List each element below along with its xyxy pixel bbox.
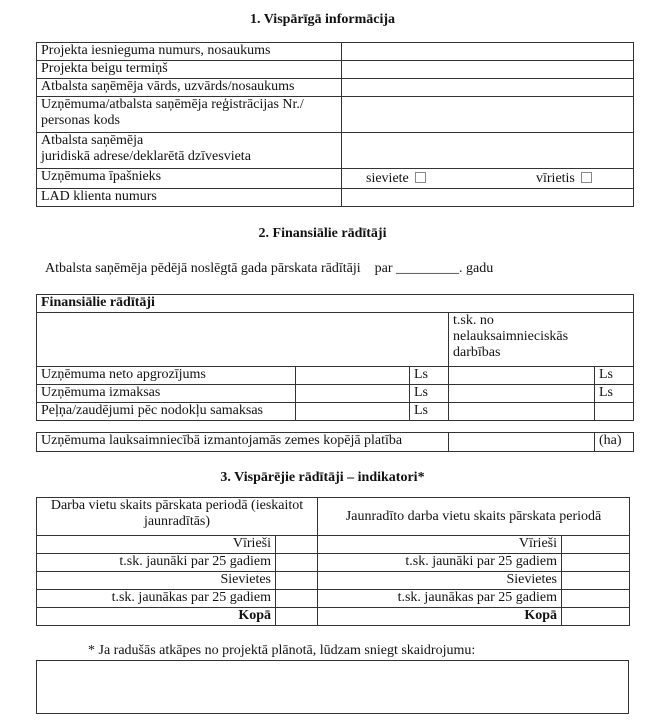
owner-gender-cell bbox=[342, 169, 634, 189]
option-male[interactable]: vīrietis bbox=[536, 171, 592, 187]
checkbox-icon[interactable] bbox=[415, 172, 426, 183]
row-label: Vīrieši bbox=[37, 536, 276, 554]
unit-label: (ha) bbox=[595, 433, 634, 452]
new-men-under25-field[interactable] bbox=[562, 554, 630, 572]
new-sum-field[interactable] bbox=[562, 608, 630, 626]
row-label: Atbalsta saņēmēja vārds, uzvārds/nosaukums bbox=[37, 79, 342, 97]
costs-nonagri-field[interactable] bbox=[449, 385, 595, 403]
net-turnover-nonagri-field[interactable] bbox=[449, 367, 595, 385]
costs-field[interactable] bbox=[296, 385, 410, 403]
total-men-under25-field[interactable] bbox=[276, 554, 318, 572]
row-label: LAD klienta numurs bbox=[37, 189, 342, 207]
total-women-under25-field[interactable] bbox=[276, 590, 318, 608]
total-jobs-header: Darba vietu skaits pārskata periodā (ieskaitot jaunradītās) bbox=[37, 498, 318, 536]
profit-field[interactable] bbox=[296, 403, 410, 421]
new-jobs-header: Jaunradīto darba vietu skaits pārskata periodā bbox=[318, 498, 630, 536]
new-men-field[interactable] bbox=[562, 536, 630, 554]
row-label: Kopā bbox=[37, 608, 276, 626]
section2-title: 2. Finansiālie rādītāji bbox=[258, 226, 387, 241]
row-label: Uzņēmuma izmaksas bbox=[37, 385, 296, 403]
row-label: Sievietes bbox=[37, 572, 276, 590]
project-end-date-field[interactable] bbox=[342, 61, 634, 79]
row-label: Sievietes bbox=[318, 572, 562, 590]
row-label: Kopā bbox=[318, 608, 562, 626]
row-label: Peļņa/zaudējumi pēc nodokļu samaksas bbox=[37, 403, 296, 421]
row-label: Projekta beigu termiņš bbox=[37, 61, 342, 79]
net-turnover-field[interactable] bbox=[296, 367, 410, 385]
financial-table bbox=[36, 294, 634, 421]
land-area-table bbox=[36, 432, 634, 452]
checkbox-icon[interactable] bbox=[581, 172, 592, 183]
section3-title: 3. Vispārējie rādītāji – indikatori* bbox=[220, 470, 425, 485]
section1-title: 1. Vispārīgā informācija bbox=[249, 12, 396, 27]
unit-label: Ls bbox=[595, 367, 634, 385]
row-label: Atbalsta saņēmēja juridiskā adrese/deklarētā dzīvesvieta bbox=[37, 133, 342, 169]
unit-label: Ls bbox=[410, 385, 449, 403]
general-info-table bbox=[36, 42, 634, 207]
row-label: t.sk. jaunāki par 25 gadiem bbox=[318, 554, 562, 572]
unit-label: Ls bbox=[410, 367, 449, 385]
unit-label: Ls bbox=[410, 403, 449, 421]
lad-client-number-field[interactable] bbox=[342, 189, 634, 207]
indicators-table bbox=[36, 497, 630, 626]
address-field[interactable] bbox=[342, 133, 634, 169]
explanation-textarea[interactable] bbox=[36, 660, 629, 714]
report-year-field[interactable]: _________ bbox=[396, 261, 460, 276]
new-women-field[interactable] bbox=[562, 572, 630, 590]
total-sum-field[interactable] bbox=[276, 608, 318, 626]
profit-nonagri-field[interactable] bbox=[449, 403, 595, 421]
footnote-text: * Ja radušās atkāpes no projektā plānotā, lūdzam sniegt skaidrojumu: bbox=[88, 643, 476, 658]
beneficiary-name-field[interactable] bbox=[342, 79, 634, 97]
project-number-field[interactable] bbox=[342, 43, 634, 61]
row-label: Vīrieši bbox=[318, 536, 562, 554]
row-label: Projekta iesnieguma numurs, nosaukums bbox=[37, 43, 342, 61]
report-year-line: Atbalsta saņēmēja pēdējā noslēgtā gada pārskata rādītāji par _________. gadu bbox=[45, 261, 494, 276]
financial-table-header: Finansiālie rādītāji bbox=[37, 295, 634, 313]
total-men-field[interactable] bbox=[276, 536, 318, 554]
registration-number-field[interactable] bbox=[342, 97, 634, 133]
row-label: t.sk. jaunākas par 25 gadiem bbox=[318, 590, 562, 608]
row-label: Uzņēmuma/atbalsta saņēmēja reģistrācijas Nr./ personas kods bbox=[37, 97, 342, 133]
total-women-field[interactable] bbox=[276, 572, 318, 590]
row-label: Uzņēmuma lauksaimniecībā izmantojamās zemes kopējā platība bbox=[37, 433, 449, 452]
option-female[interactable]: sieviete bbox=[366, 171, 426, 187]
non-agri-header: t.sk. no nelauksaimnieciskās darbības bbox=[449, 313, 634, 367]
row-label: Uzņēmuma neto apgrozījums bbox=[37, 367, 296, 385]
new-women-under25-field[interactable] bbox=[562, 590, 630, 608]
land-area-field[interactable] bbox=[449, 433, 595, 452]
row-label: t.sk. jaunāki par 25 gadiem bbox=[37, 554, 276, 572]
unit-label: Ls bbox=[595, 385, 634, 403]
row-label: t.sk. jaunākas par 25 gadiem bbox=[37, 590, 276, 608]
row-label: Uzņēmuma īpašnieks bbox=[37, 169, 342, 189]
